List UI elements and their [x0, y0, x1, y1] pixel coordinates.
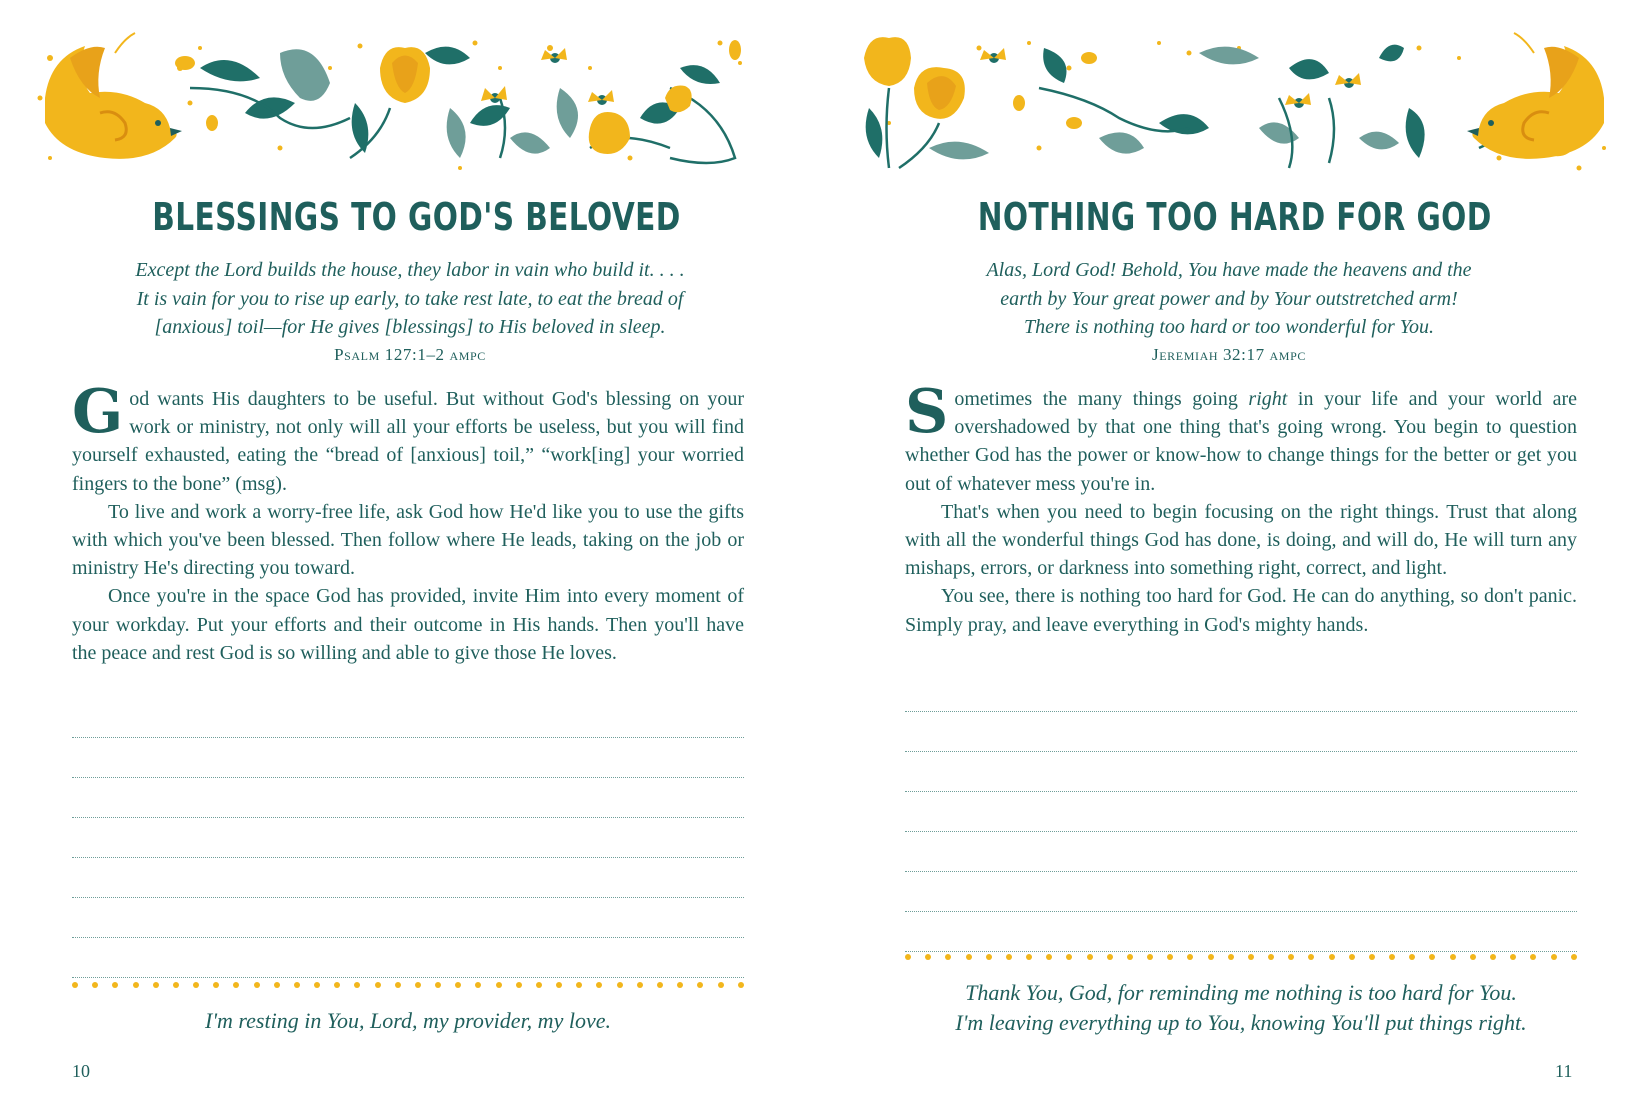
scripture-quote [909, 256, 1549, 367]
writing-line[interactable] [905, 912, 1577, 952]
paragraph: To live and work a worry-free life, ask God how He'd like you to use the gifts with which you've been blessed. Then follow where He leads, taking on the job or ministry He's directing you toward. [72, 500, 744, 580]
divider-dot [1127, 954, 1133, 960]
journal-writing-lines[interactable] [72, 698, 744, 978]
divider-dot [435, 982, 441, 988]
writing-line[interactable] [905, 792, 1577, 832]
divider-dot [1208, 954, 1214, 960]
writing-line[interactable] [72, 898, 744, 938]
writing-line[interactable] [905, 872, 1577, 912]
divider-dot [1147, 954, 1153, 960]
divider-dot [173, 982, 179, 988]
divider-dot [1551, 954, 1557, 960]
writing-line[interactable] [72, 698, 744, 738]
divider-dot [415, 982, 421, 988]
page-number: 10 [72, 1061, 90, 1081]
divider-dot [738, 982, 744, 988]
paragraph-text: ometimes the many things going right in your life and your world are overshadowed by that one thing that's going wrong. You begin to question whether God has the power or know-how to change things for the better or get you out of whatever mess you're in. [905, 388, 1577, 495]
writing-line[interactable] [905, 832, 1577, 872]
divider-dot [986, 954, 992, 960]
divider-dot [536, 982, 542, 988]
divider-dot [254, 982, 260, 988]
bird-icon [45, 33, 182, 159]
page-title: NOTHING TOO HARD FOR GOD [977, 195, 1492, 239]
writing-line[interactable] [72, 938, 744, 978]
divider-dot [1389, 954, 1395, 960]
closing-prayer [72, 1006, 744, 1036]
divider-dot [274, 982, 280, 988]
scripture-quote [90, 256, 730, 367]
divider-dot [395, 982, 401, 988]
divider-dot [1107, 954, 1113, 960]
paragraph [905, 377, 1577, 498]
prayer-line: Thank You, God, for reminding me nothing is too hard for You. [965, 980, 1517, 1005]
divider-dot [697, 982, 703, 988]
divider-dot [1510, 954, 1516, 960]
closing-prayer [905, 978, 1577, 1038]
divider-dot [455, 982, 461, 988]
divider-dot [966, 954, 972, 960]
divider-dot [1349, 954, 1355, 960]
divider-dot [556, 982, 562, 988]
divider-dot [718, 982, 724, 988]
divider-dot [516, 982, 522, 988]
divider-dot [945, 954, 951, 960]
divider-dot [496, 982, 502, 988]
divider-dot [475, 982, 481, 988]
divider-dot [1006, 954, 1012, 960]
floral-banner-illustration [859, 28, 1619, 188]
divider-dot [677, 982, 683, 988]
divider-dot [637, 982, 643, 988]
divider-dot [1409, 954, 1415, 960]
divider-dot [1490, 954, 1496, 960]
divider-dot [1228, 954, 1234, 960]
divider-dot [314, 982, 320, 988]
divider-dot [1066, 954, 1072, 960]
divider-dot [1308, 954, 1314, 960]
verse-line: [anxious] toil—for He gives [blessings] to His beloved in sleep. [154, 316, 666, 338]
devotional-body [905, 377, 1577, 639]
divider-dot [1450, 954, 1456, 960]
writing-line[interactable] [72, 818, 744, 858]
right-page [819, 0, 1638, 1116]
dotted-divider [905, 952, 1577, 962]
divider-dot [213, 982, 219, 988]
divider-dot [1329, 954, 1335, 960]
writing-line[interactable] [905, 752, 1577, 792]
dotted-divider [72, 980, 744, 990]
divider-dot [1470, 954, 1476, 960]
verse-reference: Jeremiah 32:17 ampc [1152, 344, 1306, 364]
drop-cap: S [905, 377, 949, 447]
divider-dot [1571, 954, 1577, 960]
divider-dot [1046, 954, 1052, 960]
verse-line: Except the Lord builds the house, they labor in vain who build it. . . . [135, 259, 685, 281]
divider-dot [112, 982, 118, 988]
divider-dot [905, 954, 911, 960]
page-title: BLESSINGS TO GOD'S BELOVED [152, 195, 681, 239]
divider-dot [1288, 954, 1294, 960]
divider-dot [334, 982, 340, 988]
divider-dot [1268, 954, 1274, 960]
divider-dot [1530, 954, 1536, 960]
divider-dot [596, 982, 602, 988]
writing-line[interactable] [72, 738, 744, 778]
divider-dot [193, 982, 199, 988]
bird-icon [1467, 33, 1604, 159]
divider-dot [153, 982, 159, 988]
divider-dot [1187, 954, 1193, 960]
writing-line[interactable] [905, 672, 1577, 712]
verse-line: Alas, Lord God! Behold, You have made the heavens and the [986, 259, 1472, 281]
verse-line: earth by Your great power and by Your outstretched arm! [1000, 287, 1458, 310]
prayer-line: I'm resting in You, Lord, my provider, my love. [205, 1008, 611, 1033]
verse-reference: Psalm 127:1–2 ampc [334, 344, 486, 364]
verse-line: It is vain for you to rise up early, to take rest late, to eat the bread of [136, 287, 684, 310]
divider-dot [1369, 954, 1375, 960]
paragraph: You see, there is nothing too hard for God. He can do anything, so don't panic. Simply pray, and leave everything in God's mighty hands. [905, 585, 1577, 636]
paragraph: Once you're in the space God has provided, invite Him into every moment of your workday. Put your efforts and their outcome in His hands. Then you'll have the peace and rest God is so willing and able to give those He loves. [72, 585, 744, 664]
paragraph: That's when you need to begin focusing on the right things. Trust that along with all the wonderful things God has done, is doing, and will do, He will turn any mishaps, errors, or darkness into something right, correct, and light. [905, 500, 1577, 580]
drop-cap: G [72, 377, 124, 447]
journal-writing-lines[interactable] [905, 672, 1577, 952]
divider-dot [294, 982, 300, 988]
floral-banner-illustration [30, 28, 790, 188]
divider-dot [92, 982, 98, 988]
writing-line[interactable] [905, 712, 1577, 752]
verse-line: There is nothing too hard or too wonderful for You. [1023, 316, 1435, 338]
divider-dot [375, 982, 381, 988]
divider-dot [617, 982, 623, 988]
divider-dot [657, 982, 663, 988]
writing-line[interactable] [72, 778, 744, 818]
divider-dot [1429, 954, 1435, 960]
divider-dot [72, 982, 78, 988]
prayer-line: I'm leaving everything up to You, knowing You'll put things right. [955, 1010, 1527, 1035]
divider-dot [576, 982, 582, 988]
divider-dot [233, 982, 239, 988]
divider-dot [1087, 954, 1093, 960]
divider-dot [1167, 954, 1173, 960]
paragraph-text: od wants His daughters to be useful. But without God's blessing on your work or ministry, not only will all your efforts be useless, but you will find yourself exhausted, eating the “bread of [anxious] toil,” “work[ing] your worried fingers to the bone” (msg). [72, 388, 744, 495]
page-number: 11 [1555, 1061, 1573, 1081]
writing-line[interactable] [72, 858, 744, 898]
divider-dot [925, 954, 931, 960]
divider-dot [1026, 954, 1032, 960]
divider-dot [1248, 954, 1254, 960]
paragraph [72, 377, 744, 498]
divider-dot [354, 982, 360, 988]
devotional-body [72, 377, 744, 667]
divider-dot [133, 982, 139, 988]
